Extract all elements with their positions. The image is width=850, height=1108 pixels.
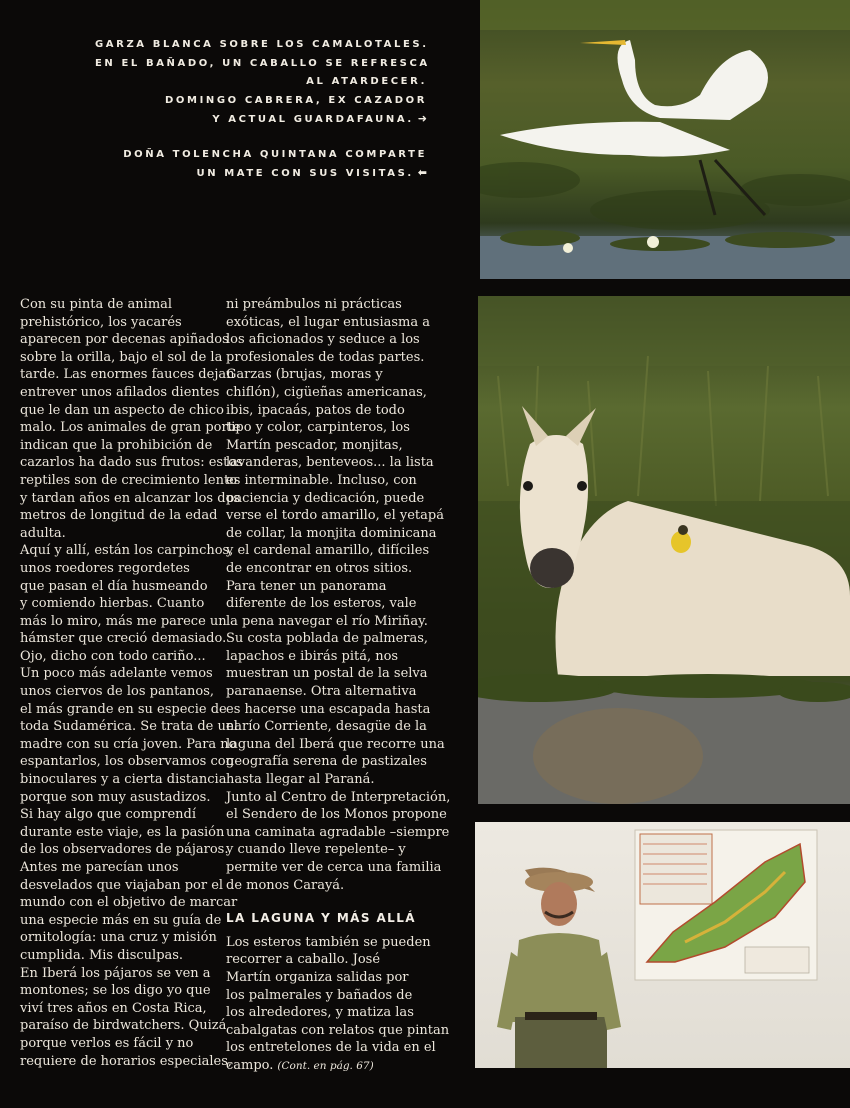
text-line: paraíso de birdwatchers. Quizá [20,1018,227,1034]
text-line: los aficionados y seduce a los [226,332,420,348]
caption-line: DOÑA TOLENCHA QUINTANA COMPARTE [123,148,427,160]
caption-line: AL ATARDECER. [306,76,427,87]
text-line: paranaense. Otra alternativa [226,684,417,700]
text-line: de los observadores de pájaros. [20,842,229,858]
text-line: Si hay algo que comprendí [20,807,197,823]
photo-captions [95,36,430,200]
text-line: Para tener un panorama [226,578,387,594]
article-column-1 [20,296,243,1070]
text-line: Martín pescador, monjitas, [226,437,403,453]
text-line: Su costa poblada de palmeras, [226,631,429,647]
text-line: madre con su cría joven. Para no [20,736,237,752]
text-line: de monos Carayá. [226,877,345,893]
text-line: lapachos e ibirás pitá, nos [226,648,399,664]
text-line: cumplida. Mis disculpas. [20,947,184,963]
section-subheading: LA LAGUNA Y MÁS ALLÁ [226,911,416,926]
caption-line: EN EL BAÑADO, UN CABALLO SE REFRESCA [95,57,430,69]
text-line: aparecen por decenas apiñados [20,332,229,348]
arrow-right-icon: ➜ [417,112,427,125]
text-line: laguna del Iberá que recorre una [226,736,445,752]
text-line: mundo con el objetivo de marcar [20,895,238,911]
text-line: y el cardenal amarillo, difíciles [226,543,430,559]
caption-block-1 [95,36,430,130]
text-line: montones; se los digo yo que [20,983,211,999]
text-line: prehistórico, los yacarés [20,314,182,330]
caption-line [95,164,427,184]
text-line: diferente de los esteros, vale [226,596,417,612]
text-line: Un poco más adelante vemos [20,666,213,682]
caption-text: UN MATE CON SUS VISITAS. [196,168,414,179]
caption-block-2 [95,146,427,184]
text-line: los palmerales y bañados de [226,987,413,1003]
ranger-illustration [475,822,850,1068]
text-line: Antes me parecían unos [20,860,179,875]
text-line: campo. (Cont. en pág. 67) [226,1057,374,1073]
text-line: sobre la orilla, bajo el sol de la [20,349,223,365]
caption-line [95,110,427,130]
text-line: desvelados que viajaban por el [20,877,224,893]
text-line: recorrer a caballo. José [226,952,381,968]
text-line: es interminable. Incluso, con [226,472,417,488]
text-line: la pena navegar el río Miriñay. [226,613,428,629]
text-line: malo. Los animales de gran porte [20,420,241,436]
text-line: cabalgatas con relatos que pintan [226,1022,450,1038]
text-line: y tardan años en alcanzar los dos [20,490,241,506]
text-line: profesionales de todas partes. [226,349,425,365]
text-line: viví tres años en Costa Rica, [20,1000,207,1016]
text-line: indican que la prohibición de [20,437,213,453]
text-line: Aquí y allí, están los carpinchos, [20,543,234,559]
text-line: el más grande en su especie de [20,701,227,717]
continuation-reference: (Cont. en pág. 67) [277,1059,374,1072]
text-line: y cuando lleve repelente– y [226,842,406,858]
text-line: y comiendo hierbas. Cuanto [20,596,205,612]
text-line: exóticas, el lugar entusiasma a [226,314,431,330]
text-line: requiere de horarios especiales, [20,1053,233,1069]
text-line: unos ciervos de los pantanos, [20,684,215,700]
text-line: metros de longitud de la edad [20,508,218,524]
arrow-left-icon: ⬅ [417,166,427,179]
text-line: muestran un postal de la selva [226,666,428,682]
text-line: reptiles son de crecimiento lento [20,472,238,488]
text-line: Con su pinta de animal [20,297,173,312]
text-line: de encontrar en otros sitios. [226,560,413,576]
text-line: unos roedores regordetes [20,560,190,576]
text-line: es hacerse una escapada hasta [226,701,431,717]
text-line: una especie más en su guía de [20,912,222,928]
text-line: En Iberá los pájaros se ven a [20,965,211,981]
text-line: los entretelones de la vida en el [226,1040,436,1056]
text-line: más lo miro, más me parece un [20,613,227,629]
text-line: tipo y color, carpinteros, los [226,420,410,436]
text-line: Junto al Centro de Interpretación, [226,789,451,805]
text-line: que le dan un aspecto de chico [20,402,224,418]
text-line: el río Corriente, desagüe de la [226,719,427,735]
text-line: Martín organiza salidas por [226,969,409,985]
horse-illustration [478,296,850,804]
article-column-2 [226,296,451,1076]
text-line: ibis, ipacaás, patos de todo [226,402,405,418]
text-line: binoculares y a cierta distancia [20,772,227,788]
text-line: de collar, la monjita dominicana [226,525,437,541]
text-line: adulta. [20,525,66,541]
text-line: porque son muy asustadizos. [20,789,211,805]
text-line: el Sendero de los Monos propone [226,807,447,823]
text-line: espantarlos, los observamos con [20,754,234,770]
heron-photo [480,0,850,279]
text-line: toda Sudamérica. Se trata de una [20,719,242,735]
text-line: Ojo, dicho con todo cariño... [20,648,206,664]
caption-line: DOMINGO CABRERA, EX CAZADOR [165,94,427,106]
text-line: que pasan el día husmeando [20,578,208,594]
text-line: verse el tordo amarillo, el yetapá [226,508,444,524]
text-line: ornitología: una cruz y misión [20,930,217,946]
text-line: una caminata agradable –siempre [226,824,450,840]
caption-line: GARZA BLANCA SOBRE LOS CAMALOTALES. [95,39,429,50]
text-line: permite ver de cerca una familia [226,860,442,875]
text-line: ni preámbulos ni prácticas [226,297,402,312]
caption-text: Y ACTUAL GUARDAFAUNA. [212,114,414,125]
text-line: chiflón), cigüeñas americanas, [226,384,427,400]
text-line: geografía serena de pastizales [226,754,427,770]
text-line: durante este viaje, es la pasión [20,824,225,840]
text-line: cazarlos ha dado sus frutos: estos [20,455,243,471]
ranger-photo [475,822,850,1068]
text-line: lavanderas, benteveos... la lista [226,455,434,471]
text-line: hámster que creció demasiado. [20,631,227,647]
horse-photo [478,296,850,804]
text-line: entrever unos afilados dientes [20,384,220,400]
heron-illustration [480,0,850,279]
text-line: porque verlos es fácil y no [20,1035,194,1051]
text-line: hasta llegar al Paraná. [226,772,375,788]
text-line: los alrededores, y matiza las [226,1005,414,1021]
text-line: paciencia y dedicación, puede [226,490,425,506]
text-line: Los esteros también se pueden [226,934,431,950]
text-line: tarde. Las enormes fauces dejan [20,367,235,383]
text-line: Garzas (brujas, moras y [226,367,383,383]
